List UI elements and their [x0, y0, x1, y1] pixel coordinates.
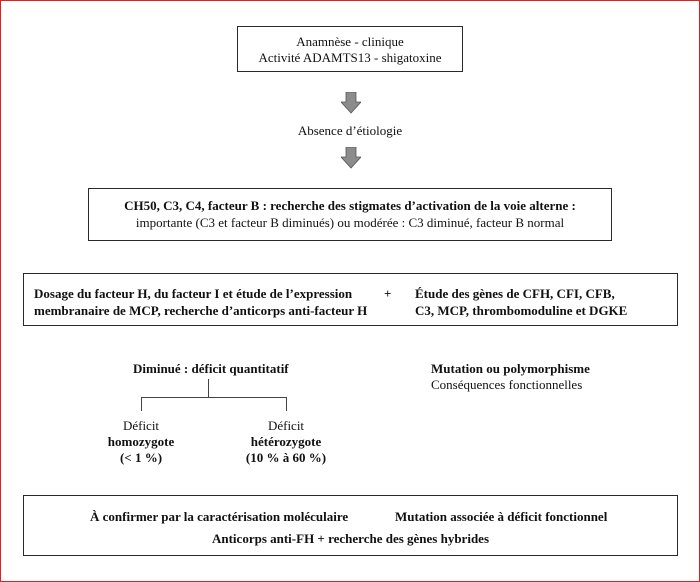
homozygous-label: homozygote — [107, 434, 175, 449]
branch-crossbar — [141, 397, 287, 398]
functional-mutation: Mutation associée à déficit fonctionnel — [395, 509, 608, 524]
down-arrow-icon — [341, 92, 361, 114]
box-complement-line1: CH50, C3, C4, facteur B : recherche des stigmates d’activation de la voie alterne : — [124, 198, 576, 213]
branch-left-drop — [141, 397, 142, 411]
quantitative-deficit-title: Diminué : déficit quantitatif — [133, 361, 289, 376]
branch-stem — [208, 379, 209, 397]
antibody-hybrid-genes: Anticorps anti-FH + recherche des gènes hybrides — [211, 531, 490, 546]
heterozygous-range: (10 % à 60 %) — [245, 450, 327, 465]
genes-line2: C3, MCP, thrombomoduline et DGKE — [415, 303, 628, 318]
homozygous-deficit-label: Déficit — [122, 418, 160, 433]
plus-sign: + — [384, 286, 392, 301]
branch-right-drop — [286, 397, 287, 411]
heterozygous-label: hétérozygote — [250, 434, 322, 449]
heterozygous-deficit-label: Déficit — [267, 418, 305, 433]
no-etiology-label: Absence d’étiologie — [297, 123, 403, 138]
homozygous-range: (< 1 %) — [119, 450, 163, 465]
functional-consequences: Conséquences fonctionnelles — [431, 377, 583, 392]
mutation-title: Mutation ou polymorphisme — [431, 361, 590, 376]
box-anamnesis-line1: Anamnèse - clinique — [296, 34, 404, 49]
molecular-confirmation: À confirmer par la caractérisation moléculaire — [90, 509, 349, 524]
genes-line1: Étude des gènes de CFH, CFI, CFB, — [415, 286, 615, 301]
dosage-line1: Dosage du facteur H, du facteur I et étude de l’expression — [34, 286, 353, 301]
dosage-line2: membranaire de MCP, recherche d’anticorps anti-facteur H — [34, 303, 368, 318]
box-anamnesis-line2: Activité ADAMTS13 - shigatoxine — [258, 50, 442, 65]
down-arrow-icon — [341, 147, 361, 169]
box-complement-line2: importante (C3 et facteur B diminués) ou modérée : C3 diminué, facteur B normal — [135, 215, 565, 230]
